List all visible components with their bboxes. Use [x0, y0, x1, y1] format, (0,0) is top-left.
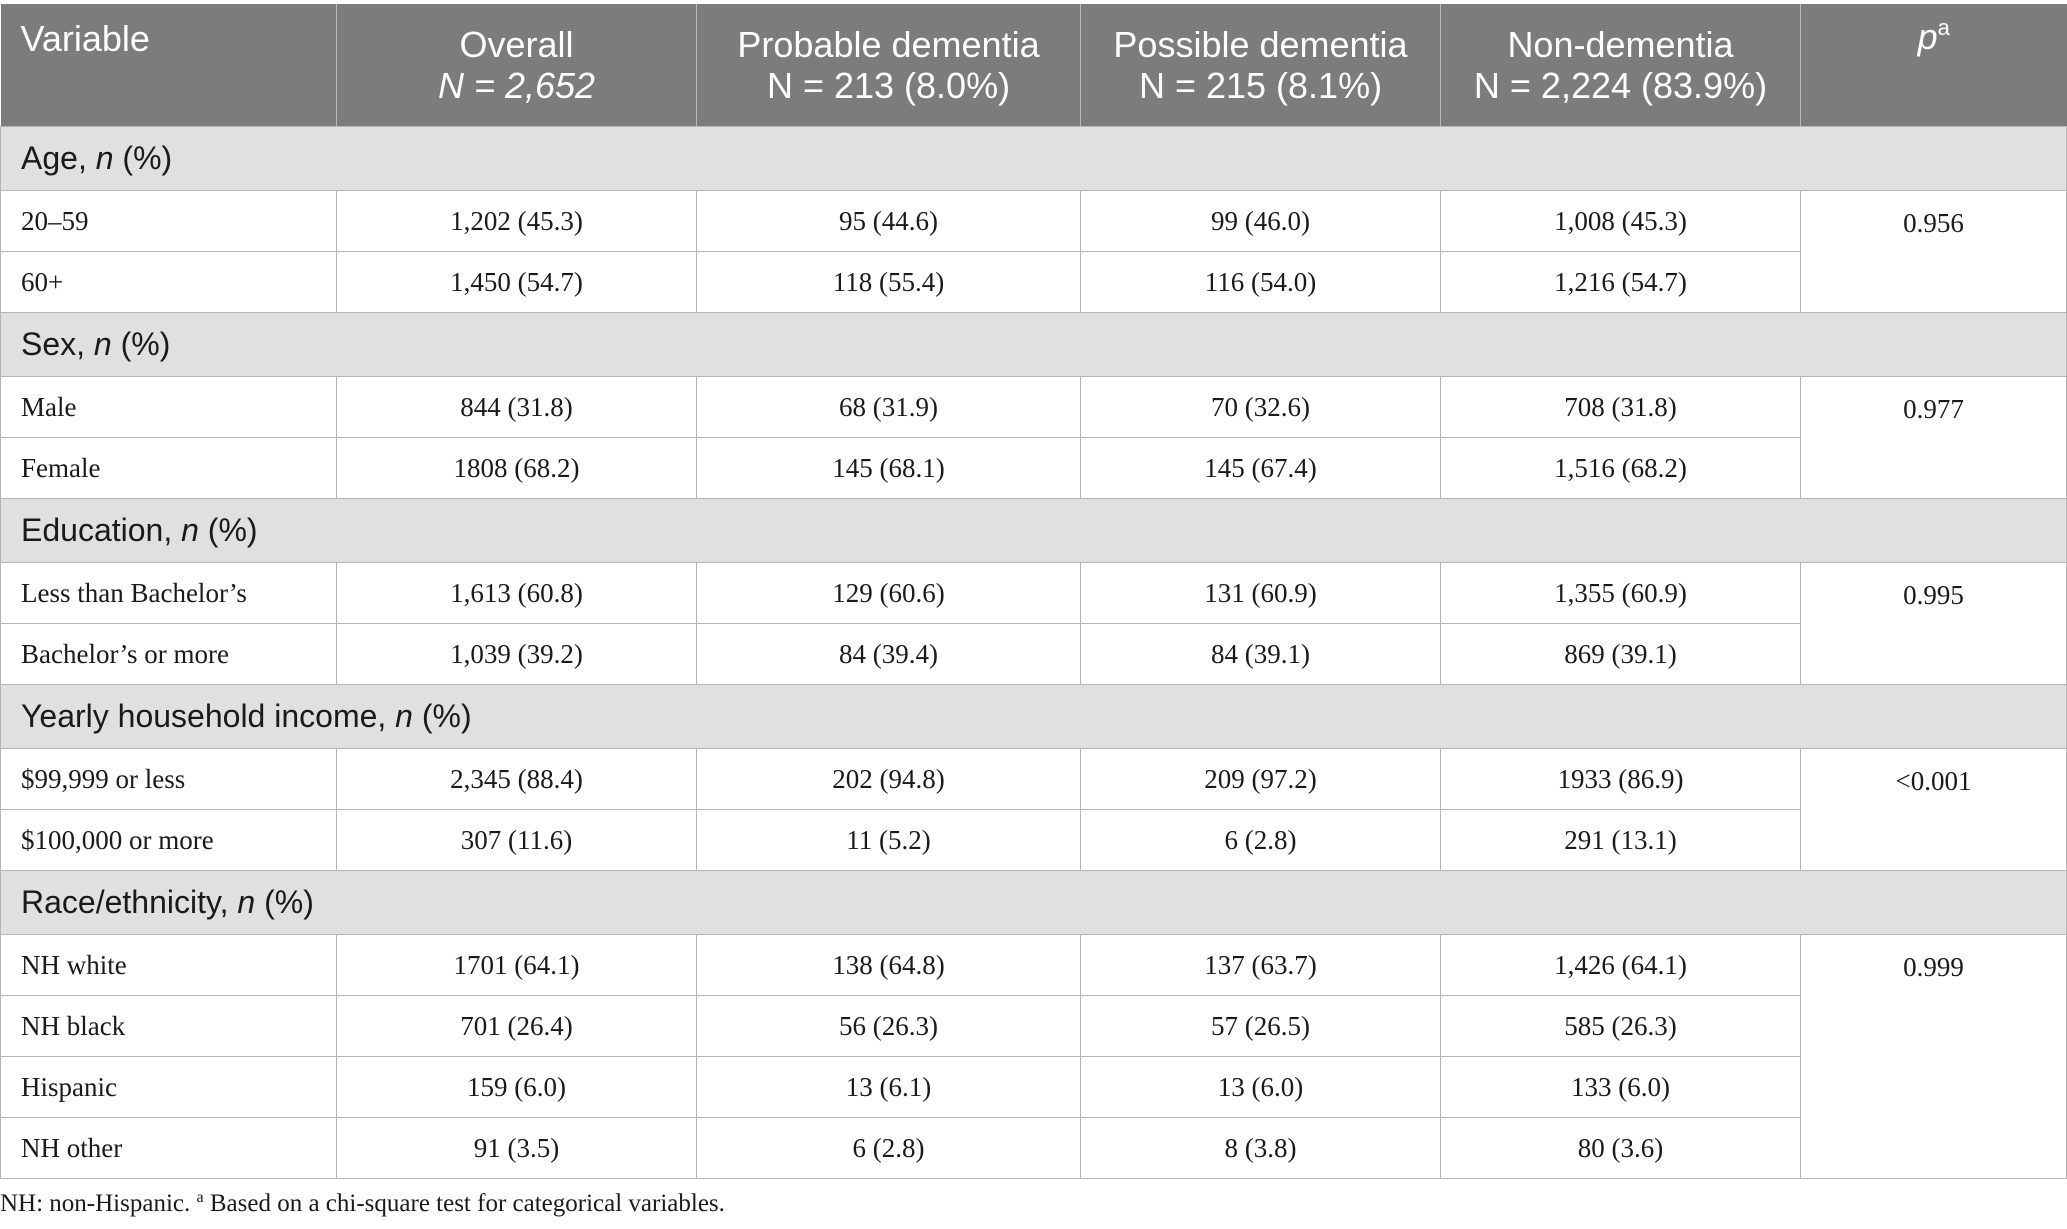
cell-non: 80 (3.6): [1441, 1118, 1801, 1179]
cell-overall: 1,202 (45.3): [337, 191, 697, 252]
row-label: $100,000 or more: [1, 810, 337, 871]
table-row: [1, 252, 2067, 313]
table-row: [1, 935, 2067, 996]
cell-non: 869 (39.1): [1441, 624, 1801, 685]
section-header-row: [1, 685, 2067, 749]
cell-possible: 13 (6.0): [1081, 1057, 1441, 1118]
cell-non: 708 (31.8): [1441, 377, 1801, 438]
row-label: NH black: [1, 996, 337, 1057]
cell-non: 1,426 (64.1): [1441, 935, 1801, 996]
cell-non: 1,008 (45.3): [1441, 191, 1801, 252]
cell-possible: 209 (97.2): [1081, 749, 1441, 810]
row-label: 20–59: [1, 191, 337, 252]
row-label: Female: [1, 438, 337, 499]
cell-overall: 1808 (68.2): [337, 438, 697, 499]
section-header-row: [1, 871, 2067, 935]
table-header-row: [1, 4, 2067, 127]
header-variable: Variable: [1, 4, 337, 127]
cell-overall: 1701 (64.1): [337, 935, 697, 996]
table-row: [1, 438, 2067, 499]
section-title: Race/ethnicity, n (%): [1, 871, 2067, 935]
cell-overall: 91 (3.5): [337, 1118, 697, 1179]
header-non-dementia: Non-dementia N = 2,224 (83.9%): [1441, 4, 1801, 127]
cell-non: 1,516 (68.2): [1441, 438, 1801, 499]
cell-probable: 138 (64.8): [697, 935, 1081, 996]
section-header-row: [1, 313, 2067, 377]
table-row: [1, 191, 2067, 252]
cell-overall: 1,039 (39.2): [337, 624, 697, 685]
table-row: [1, 749, 2067, 810]
cell-non: 585 (26.3): [1441, 996, 1801, 1057]
cell-p-value: <0.001: [1801, 749, 2067, 871]
cell-probable: 202 (94.8): [697, 749, 1081, 810]
row-label: $99,999 or less: [1, 749, 337, 810]
row-label: NH other: [1, 1118, 337, 1179]
section-title: Sex, n (%): [1, 313, 2067, 377]
header-overall-n: N = 2,652: [437, 65, 596, 106]
section-title: Age, n (%): [1, 127, 2067, 191]
cell-probable: 56 (26.3): [697, 996, 1081, 1057]
cell-possible: 131 (60.9): [1081, 563, 1441, 624]
cell-possible: 116 (54.0): [1081, 252, 1441, 313]
cell-probable: 129 (60.6): [697, 563, 1081, 624]
cell-overall: 2,345 (88.4): [337, 749, 697, 810]
cell-p-value: 0.977: [1801, 377, 2067, 499]
cell-probable: 13 (6.1): [697, 1057, 1081, 1118]
table-row: [1, 563, 2067, 624]
cell-possible: 84 (39.1): [1081, 624, 1441, 685]
cell-overall: 1,613 (60.8): [337, 563, 697, 624]
header-possible-n: N = 215 (8.1%): [1138, 65, 1383, 106]
cell-possible: 137 (63.7): [1081, 935, 1441, 996]
header-p-value: $p^a$: [1801, 4, 2067, 127]
cell-possible: 6 (2.8): [1081, 810, 1441, 871]
cell-non: 1,216 (54.7): [1441, 252, 1801, 313]
cell-probable: 118 (55.4): [697, 252, 1081, 313]
section-title: Education, n (%): [1, 499, 2067, 563]
header-non-n: N = 2,224 (83.9%): [1473, 65, 1768, 106]
section-header-row: [1, 499, 2067, 563]
row-label: Less than Bachelor’s: [1, 563, 337, 624]
table-row: [1, 1118, 2067, 1179]
cell-probable: 84 (39.4): [697, 624, 1081, 685]
cell-possible: 8 (3.8): [1081, 1118, 1441, 1179]
row-label: 60+: [1, 252, 337, 313]
table-row: [1, 1057, 2067, 1118]
cell-probable: 145 (68.1): [697, 438, 1081, 499]
section-header-row: [1, 127, 2067, 191]
cell-probable: 68 (31.9): [697, 377, 1081, 438]
section-title: Yearly household income, n (%): [1, 685, 2067, 749]
cell-probable: 95 (44.6): [697, 191, 1081, 252]
cell-p-value: 0.995: [1801, 563, 2067, 685]
table-footnote: NH: non-Hispanic. $^a$ Based on a chi-square test for categorical variables.: [0, 1189, 725, 1217]
cell-probable: 11 (5.2): [697, 810, 1081, 871]
cell-p-value: 0.956: [1801, 191, 2067, 313]
cell-overall: 1,450 (54.7): [337, 252, 697, 313]
cell-overall: 159 (6.0): [337, 1057, 697, 1118]
cell-p-value: 0.999: [1801, 935, 2067, 1179]
row-label: NH white: [1, 935, 337, 996]
cell-possible: 99 (46.0): [1081, 191, 1441, 252]
cell-overall: 701 (26.4): [337, 996, 697, 1057]
row-label: Bachelor’s or more: [1, 624, 337, 685]
table-row: [1, 624, 2067, 685]
table-row: [1, 810, 2067, 871]
cell-possible: 57 (26.5): [1081, 996, 1441, 1057]
cell-non: 133 (6.0): [1441, 1057, 1801, 1118]
cell-overall: 844 (31.8): [337, 377, 697, 438]
row-label: Male: [1, 377, 337, 438]
cell-non: 291 (13.1): [1441, 810, 1801, 871]
cell-non: 1,355 (60.9): [1441, 563, 1801, 624]
header-overall: Overall N = 2,652: [337, 4, 697, 127]
cell-possible: 145 (67.4): [1081, 438, 1441, 499]
cell-probable: 6 (2.8): [697, 1118, 1081, 1179]
header-probable-dementia: Probable dementia N = 213 (8.0%): [697, 4, 1081, 127]
table-row: [1, 996, 2067, 1057]
cell-possible: 70 (32.6): [1081, 377, 1441, 438]
row-label: Hispanic: [1, 1057, 337, 1118]
header-probable-n: N = 213 (8.0%): [766, 65, 1011, 106]
header-possible-dementia: Possible dementia N = 215 (8.1%): [1081, 4, 1441, 127]
table-row: [1, 377, 2067, 438]
cell-overall: 307 (11.6): [337, 810, 697, 871]
cell-non: 1933 (86.9): [1441, 749, 1801, 810]
demographics-table: [0, 4, 2067, 1179]
table-body: [1, 127, 2067, 1179]
